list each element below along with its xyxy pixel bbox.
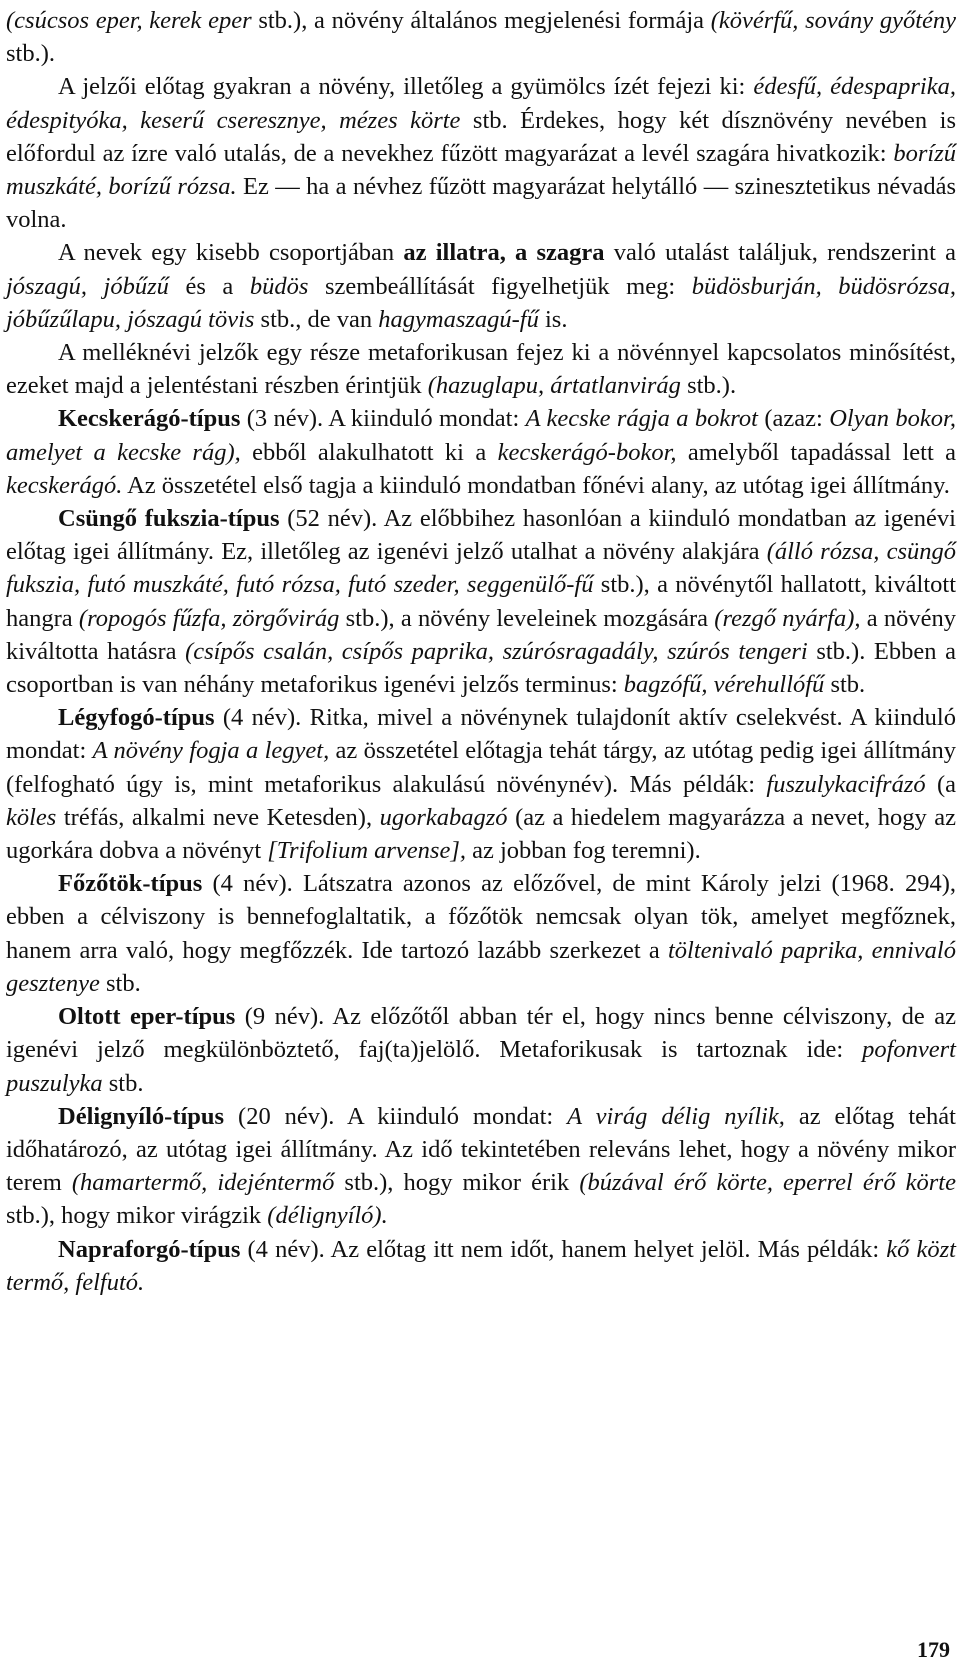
example-term: (kövérfű, sovány győtény (710, 7, 957, 34)
text-run: az összetétel előtagja tehát tárgy, az utótag pedig igei állítmány (felfogható úgy is, mint metaforikus alakulású növénynév). Más példák: (6, 737, 957, 798)
paragraph (6, 402, 956, 502)
text-run: A jelzői előtag gyakran a növény, illetőleg a gyümölcs ízét fejezi ki: (58, 73, 754, 101)
text-run: amelyből tapadással lett a (676, 438, 956, 466)
text-run: és a (168, 272, 250, 300)
example-term: fuszulykacifrázó (766, 770, 926, 798)
text-run: (a (925, 770, 956, 798)
example-term: töltenivaló paprika, ennivaló gesztenye (6, 936, 956, 997)
example-term: A virág délig nyílik, (567, 1102, 785, 1130)
example-term: (csúcsos eper, kerek eper (6, 7, 252, 34)
text-run: való utalást találjuk, rendszerint a (604, 239, 956, 267)
text-run: stb. (99, 969, 141, 997)
text-run: A nevek egy kisebb csoportjában (58, 239, 404, 267)
example-term: (hamartermő, idejéntermő (71, 1169, 335, 1197)
paragraph (6, 867, 956, 1000)
text-run: A melléknévi jelzők egy része metaforikusan fejez ki a növénnyel kapcsolatos minősítést, ezeket majd a jelentéstani részben érintjük (6, 339, 956, 400)
section-heading: Főzőtök-típus (58, 870, 203, 898)
example-term: (ropogós fűzfa, zörgővirág (78, 604, 340, 632)
example-term: A kecske rágja a bokrot (525, 405, 758, 433)
text-run: stb.), hogy mikor érik (334, 1169, 580, 1197)
text-run: ebből alakulhatott ki a (240, 438, 498, 466)
example-term: (hazuglapu, ártatlanvirág (427, 372, 681, 400)
text-run: is. (538, 305, 568, 333)
text-run: (azaz: (757, 405, 830, 433)
example-term: borízű muszkáté, borízű rózsa. (6, 139, 956, 201)
section-heading: Napraforgó-típus (58, 1235, 241, 1263)
section-heading: Délignyíló-típus (58, 1102, 225, 1130)
example-term: hagymaszagú-fű (378, 305, 539, 333)
text-run: (4 név). Az előtag itt nem időt, hanem helyet jelöl. Más példák: (240, 1235, 887, 1263)
text-run: stb.). Ebben a csoportban is van néhány metaforikus igenévi jelzős terminus: (6, 637, 956, 699)
text-run: stb.). (680, 372, 737, 400)
example-term: (délignyíló). (267, 1202, 388, 1230)
text-run: (4 név). Ritka, mivel a növénynek tulajdonít aktív cselekvést. A kiinduló mondat: (6, 704, 956, 765)
paragraph (6, 1000, 956, 1100)
text-run: stb.), a növénytől hallatott, kiváltott hangra (6, 571, 956, 632)
example-term: [Trifolium arvense], (267, 837, 466, 865)
text-run: stb.), a növény leveleinek mozgására (339, 604, 715, 632)
text-run: a növény kiváltotta hatásra (6, 604, 956, 665)
example-term: (búzával érő körte, eperrel érő körte (579, 1169, 956, 1197)
example-term: A növény fogja a legyet, (92, 737, 330, 765)
example-term: (álló rózsa, csüngő fukszia, futó muszkáté, futó rózsa, futó szeder, seggenülő-fű (6, 538, 956, 599)
section-heading: Kecskerágó-típus (58, 405, 241, 433)
section-heading: Csüngő fukszia-típus (58, 505, 280, 533)
paragraph (6, 70, 956, 236)
example-term: kő közt termő, felfutó. (6, 1235, 956, 1296)
text-run: stb.). (6, 40, 55, 68)
text-run: stb.), a növény általános megjelenési formája (251, 7, 711, 34)
body-text (6, 4, 956, 1299)
text-run: stb., de van (254, 305, 379, 333)
text-run: (3 név). A kiinduló mondat: (240, 405, 526, 433)
text-run: (4 név). Látszatra azonos az előzővel, de mint Károly jelzi (1968. 294), ebben a célviszony is bennefoglaltatik, a főzőtök nemcsak olyan tök, amelyet megfőznek, hanem arra való, hogy megfőzzék. Ide tartozó lazább szerkezet a (6, 870, 956, 964)
text-run: az előtag tehát időhatározó, az utótag igei állítmány. Az idő tekintetében releváns lehet, hogy a növény mikor terem (6, 1102, 956, 1197)
example-term: ugorkabagzó (379, 803, 508, 831)
text-run: (az a hiedelem magyarázza a nevet, hogy az ugorkára dobva a növényt (6, 803, 956, 865)
example-term: (csípős csalán, csípős paprika, szúrósragadály, szúrós tengeri (185, 637, 808, 665)
text-run: (52 név). Az előbbihez hasonlóan a kiinduló mondatban az igenévi előtag igei állítmány. Ez, illetőleg az igenévi jelző utalhat a növény alakjára (6, 505, 956, 566)
paragraph (6, 4, 956, 70)
example-term: pofonvert puszulyka (6, 1036, 956, 1097)
example-term: büdösburján, büdösrózsa, jóbűzűlapu, jószagú tövis (6, 272, 957, 333)
page-number: 179 (917, 1637, 950, 1662)
example-term: büdös (249, 272, 309, 300)
text-run: tréfás, alkalmi neve Ketesden), (56, 803, 380, 831)
paragraph (6, 502, 956, 701)
text-run: az jobban fog teremni). (466, 837, 701, 865)
text-run: (20 név). A kiinduló mondat: (224, 1102, 568, 1130)
paragraph (6, 1100, 956, 1233)
paragraph (6, 336, 956, 402)
example-term: bagzófű, vérehullófű (623, 671, 825, 699)
example-term: édesfű, édespaprika, édespityóka, keserű cseresznye, mézes körte (6, 73, 956, 134)
section-heading: Oltott eper-típus (58, 1003, 236, 1031)
paragraph (6, 236, 956, 336)
paragraph (6, 1233, 956, 1299)
section-heading: az illatra, a szagra (403, 239, 605, 267)
text-run: Ez — ha a névhez fűzött magyarázat helytálló — szinesztetikus névadás volna. (6, 173, 957, 234)
section-heading: Légyfogó-típus (58, 704, 215, 732)
example-term: jószagú, jóbűzű (6, 272, 169, 300)
text-run: stb. Érdekes, hogy két dísznövény nevében is előfordul az ízre való utalás, de a nevekhez fűzött magyarázat a levél szagára hivatkozik: (6, 106, 956, 167)
example-term: köles (6, 803, 57, 831)
text-run: (9 név). Az előzőtől abban tér el, hogy nincs benne célviszony, de az igenévi jelző megkülönböztető, faj(ta)jelölő. Metaforikusak is tartoznak ide: (6, 1003, 956, 1064)
text-run: stb. (102, 1069, 144, 1097)
example-term: Olyan bokor, amelyet a kecske rág), (6, 405, 957, 466)
paragraph (6, 701, 956, 867)
text-run: szembeállítását figyelhetjük meg: (308, 272, 692, 300)
text-run: Az összetétel első tagja a kiinduló mondatban főnévi alany, az utótag igei állítmány. (122, 471, 950, 499)
text-run: stb.), hogy mikor virágzik (6, 1202, 268, 1230)
text-run: stb. (824, 671, 866, 699)
example-term: kecskerágó. (6, 471, 123, 499)
example-term: (rezgő nyárfa), (714, 604, 861, 632)
example-term: kecskerágó-bokor, (497, 438, 677, 466)
